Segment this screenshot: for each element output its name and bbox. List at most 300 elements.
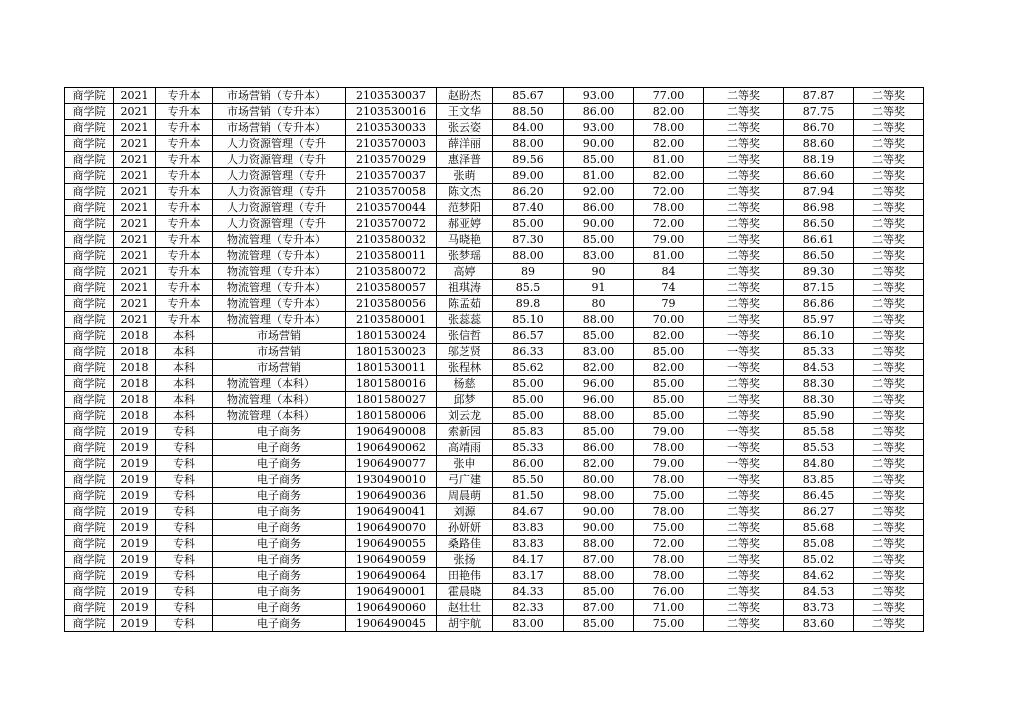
name-cell: 王文华 bbox=[437, 104, 493, 120]
total-score-cell: 85.02 bbox=[784, 552, 854, 568]
student-id-cell: 1906490070 bbox=[346, 520, 437, 536]
award-2-cell: 二等奖 bbox=[854, 280, 924, 296]
major-cell: 人力资源管理（专升 bbox=[213, 216, 346, 232]
total-score-cell: 84.62 bbox=[784, 568, 854, 584]
total-score-cell: 85.33 bbox=[784, 344, 854, 360]
year-cell: 2018 bbox=[114, 344, 156, 360]
year-cell: 2021 bbox=[114, 152, 156, 168]
student-id-cell: 1906490059 bbox=[346, 552, 437, 568]
total-score-cell: 86.86 bbox=[784, 296, 854, 312]
score-2-cell: 92.00 bbox=[564, 184, 634, 200]
level-cell: 本科 bbox=[156, 360, 213, 376]
year-cell: 2019 bbox=[114, 504, 156, 520]
level-cell: 专科 bbox=[156, 440, 213, 456]
total-score-cell: 88.30 bbox=[784, 392, 854, 408]
name-cell: 陈文杰 bbox=[437, 184, 493, 200]
year-cell: 2021 bbox=[114, 104, 156, 120]
score-2-cell: 85.00 bbox=[564, 616, 634, 632]
score-3-cell: 82.00 bbox=[634, 360, 704, 376]
year-cell: 2019 bbox=[114, 536, 156, 552]
total-score-cell: 86.98 bbox=[784, 200, 854, 216]
major-cell: 人力资源管理（专升 bbox=[213, 184, 346, 200]
table-row bbox=[65, 136, 924, 152]
table-row bbox=[65, 216, 924, 232]
award-table bbox=[64, 87, 924, 632]
year-cell: 2018 bbox=[114, 408, 156, 424]
award-2-cell: 二等奖 bbox=[854, 136, 924, 152]
name-cell: 祖琪涛 bbox=[437, 280, 493, 296]
score-1-cell: 83.83 bbox=[493, 520, 564, 536]
score-3-cell: 79.00 bbox=[634, 232, 704, 248]
award-1-cell: 一等奖 bbox=[704, 472, 784, 488]
score-1-cell: 88.00 bbox=[493, 136, 564, 152]
major-cell: 电子商务 bbox=[213, 424, 346, 440]
level-cell: 专科 bbox=[156, 520, 213, 536]
major-cell: 市场营销（专升本） bbox=[213, 120, 346, 136]
level-cell: 专升本 bbox=[156, 312, 213, 328]
total-score-cell: 87.15 bbox=[784, 280, 854, 296]
score-3-cell: 82.00 bbox=[634, 328, 704, 344]
college-cell: 商学院 bbox=[65, 200, 114, 216]
level-cell: 专科 bbox=[156, 568, 213, 584]
year-cell: 2021 bbox=[114, 120, 156, 136]
score-1-cell: 85.5 bbox=[493, 280, 564, 296]
score-2-cell: 85.00 bbox=[564, 424, 634, 440]
award-2-cell: 二等奖 bbox=[854, 232, 924, 248]
level-cell: 专升本 bbox=[156, 216, 213, 232]
score-3-cell: 78.00 bbox=[634, 200, 704, 216]
name-cell: 郝亚婷 bbox=[437, 216, 493, 232]
score-1-cell: 86.33 bbox=[493, 344, 564, 360]
student-id-cell: 1906490060 bbox=[346, 600, 437, 616]
total-score-cell: 86.10 bbox=[784, 328, 854, 344]
student-id-cell: 2103530033 bbox=[346, 120, 437, 136]
college-cell: 商学院 bbox=[65, 568, 114, 584]
year-cell: 2021 bbox=[114, 136, 156, 152]
student-id-cell: 2103580032 bbox=[346, 232, 437, 248]
college-cell: 商学院 bbox=[65, 264, 114, 280]
award-1-cell: 二等奖 bbox=[704, 216, 784, 232]
major-cell: 电子商务 bbox=[213, 568, 346, 584]
award-1-cell: 二等奖 bbox=[704, 488, 784, 504]
level-cell: 专升本 bbox=[156, 184, 213, 200]
college-cell: 商学院 bbox=[65, 472, 114, 488]
score-2-cell: 83.00 bbox=[564, 344, 634, 360]
student-id-cell: 2103580057 bbox=[346, 280, 437, 296]
total-score-cell: 84.80 bbox=[784, 456, 854, 472]
level-cell: 专科 bbox=[156, 472, 213, 488]
award-2-cell: 二等奖 bbox=[854, 376, 924, 392]
level-cell: 专科 bbox=[156, 600, 213, 616]
award-1-cell: 一等奖 bbox=[704, 360, 784, 376]
total-score-cell: 83.73 bbox=[784, 600, 854, 616]
name-cell: 周晨萌 bbox=[437, 488, 493, 504]
score-3-cell: 85.00 bbox=[634, 408, 704, 424]
score-1-cell: 86.57 bbox=[493, 328, 564, 344]
score-3-cell: 82.00 bbox=[634, 168, 704, 184]
table-row bbox=[65, 440, 924, 456]
award-1-cell: 二等奖 bbox=[704, 248, 784, 264]
score-3-cell: 81.00 bbox=[634, 248, 704, 264]
total-score-cell: 87.94 bbox=[784, 184, 854, 200]
score-2-cell: 96.00 bbox=[564, 376, 634, 392]
student-id-cell: 2103570029 bbox=[346, 152, 437, 168]
award-1-cell: 二等奖 bbox=[704, 232, 784, 248]
name-cell: 范梦阳 bbox=[437, 200, 493, 216]
score-3-cell: 70.00 bbox=[634, 312, 704, 328]
year-cell: 2019 bbox=[114, 472, 156, 488]
total-score-cell: 86.60 bbox=[784, 168, 854, 184]
score-1-cell: 85.50 bbox=[493, 472, 564, 488]
college-cell: 商学院 bbox=[65, 616, 114, 632]
name-cell: 张申 bbox=[437, 456, 493, 472]
college-cell: 商学院 bbox=[65, 296, 114, 312]
major-cell: 人力资源管理（专升 bbox=[213, 136, 346, 152]
student-id-cell: 1801530023 bbox=[346, 344, 437, 360]
major-cell: 电子商务 bbox=[213, 440, 346, 456]
award-1-cell: 一等奖 bbox=[704, 328, 784, 344]
year-cell: 2021 bbox=[114, 296, 156, 312]
major-cell: 人力资源管理（专升 bbox=[213, 152, 346, 168]
award-1-cell: 二等奖 bbox=[704, 264, 784, 280]
name-cell: 胡宇航 bbox=[437, 616, 493, 632]
college-cell: 商学院 bbox=[65, 520, 114, 536]
score-1-cell: 89.56 bbox=[493, 152, 564, 168]
score-3-cell: 85.00 bbox=[634, 392, 704, 408]
score-2-cell: 88.00 bbox=[564, 408, 634, 424]
score-1-cell: 85.00 bbox=[493, 376, 564, 392]
level-cell: 专科 bbox=[156, 552, 213, 568]
year-cell: 2019 bbox=[114, 456, 156, 472]
table-row bbox=[65, 552, 924, 568]
score-2-cell: 90.00 bbox=[564, 504, 634, 520]
score-2-cell: 88.00 bbox=[564, 312, 634, 328]
year-cell: 2021 bbox=[114, 216, 156, 232]
score-3-cell: 82.00 bbox=[634, 104, 704, 120]
score-2-cell: 82.00 bbox=[564, 456, 634, 472]
table-row bbox=[65, 248, 924, 264]
table-row bbox=[65, 504, 924, 520]
college-cell: 商学院 bbox=[65, 488, 114, 504]
year-cell: 2019 bbox=[114, 584, 156, 600]
table-row bbox=[65, 424, 924, 440]
score-1-cell: 84.33 bbox=[493, 584, 564, 600]
student-id-cell: 2103570072 bbox=[346, 216, 437, 232]
score-1-cell: 84.67 bbox=[493, 504, 564, 520]
score-1-cell: 84.00 bbox=[493, 120, 564, 136]
year-cell: 2021 bbox=[114, 200, 156, 216]
college-cell: 商学院 bbox=[65, 184, 114, 200]
score-1-cell: 83.00 bbox=[493, 616, 564, 632]
score-3-cell: 85.00 bbox=[634, 344, 704, 360]
college-cell: 商学院 bbox=[65, 408, 114, 424]
score-3-cell: 79 bbox=[634, 296, 704, 312]
college-cell: 商学院 bbox=[65, 584, 114, 600]
score-1-cell: 85.00 bbox=[493, 408, 564, 424]
major-cell: 电子商务 bbox=[213, 456, 346, 472]
level-cell: 本科 bbox=[156, 392, 213, 408]
student-id-cell: 2103580072 bbox=[346, 264, 437, 280]
score-3-cell: 72.00 bbox=[634, 536, 704, 552]
student-id-cell: 2103570058 bbox=[346, 184, 437, 200]
award-2-cell: 二等奖 bbox=[854, 424, 924, 440]
year-cell: 2019 bbox=[114, 552, 156, 568]
table-row bbox=[65, 376, 924, 392]
score-2-cell: 86.00 bbox=[564, 440, 634, 456]
student-id-cell: 1906490062 bbox=[346, 440, 437, 456]
level-cell: 专科 bbox=[156, 424, 213, 440]
award-2-cell: 二等奖 bbox=[854, 264, 924, 280]
level-cell: 专升本 bbox=[156, 120, 213, 136]
college-cell: 商学院 bbox=[65, 376, 114, 392]
score-2-cell: 88.00 bbox=[564, 536, 634, 552]
college-cell: 商学院 bbox=[65, 552, 114, 568]
college-cell: 商学院 bbox=[65, 88, 114, 104]
score-3-cell: 79.00 bbox=[634, 456, 704, 472]
total-score-cell: 86.50 bbox=[784, 216, 854, 232]
year-cell: 2019 bbox=[114, 616, 156, 632]
award-1-cell: 一等奖 bbox=[704, 344, 784, 360]
award-1-cell: 一等奖 bbox=[704, 456, 784, 472]
college-cell: 商学院 bbox=[65, 440, 114, 456]
award-2-cell: 二等奖 bbox=[854, 104, 924, 120]
major-cell: 物流管理（专升本） bbox=[213, 248, 346, 264]
award-1-cell: 二等奖 bbox=[704, 408, 784, 424]
table-row bbox=[65, 408, 924, 424]
year-cell: 2021 bbox=[114, 264, 156, 280]
award-2-cell: 二等奖 bbox=[854, 152, 924, 168]
name-cell: 陈孟茹 bbox=[437, 296, 493, 312]
award-2-cell: 二等奖 bbox=[854, 616, 924, 632]
student-id-cell: 1906490055 bbox=[346, 536, 437, 552]
student-id-cell: 1801580006 bbox=[346, 408, 437, 424]
college-cell: 商学院 bbox=[65, 120, 114, 136]
award-1-cell: 二等奖 bbox=[704, 120, 784, 136]
major-cell: 人力资源管理（专升 bbox=[213, 168, 346, 184]
award-1-cell: 二等奖 bbox=[704, 616, 784, 632]
score-2-cell: 85.00 bbox=[564, 232, 634, 248]
student-id-cell: 1906490064 bbox=[346, 568, 437, 584]
college-cell: 商学院 bbox=[65, 536, 114, 552]
total-score-cell: 86.70 bbox=[784, 120, 854, 136]
total-score-cell: 84.53 bbox=[784, 584, 854, 600]
level-cell: 专升本 bbox=[156, 168, 213, 184]
name-cell: 张信哲 bbox=[437, 328, 493, 344]
major-cell: 电子商务 bbox=[213, 520, 346, 536]
student-id-cell: 1906490041 bbox=[346, 504, 437, 520]
score-3-cell: 85.00 bbox=[634, 376, 704, 392]
total-score-cell: 86.50 bbox=[784, 248, 854, 264]
level-cell: 专升本 bbox=[156, 200, 213, 216]
year-cell: 2018 bbox=[114, 392, 156, 408]
award-1-cell: 二等奖 bbox=[704, 184, 784, 200]
college-cell: 商学院 bbox=[65, 104, 114, 120]
award-1-cell: 一等奖 bbox=[704, 424, 784, 440]
award-1-cell: 二等奖 bbox=[704, 392, 784, 408]
name-cell: 弓广建 bbox=[437, 472, 493, 488]
table-row bbox=[65, 568, 924, 584]
award-1-cell: 二等奖 bbox=[704, 552, 784, 568]
college-cell: 商学院 bbox=[65, 312, 114, 328]
college-cell: 商学院 bbox=[65, 136, 114, 152]
score-2-cell: 81.00 bbox=[564, 168, 634, 184]
award-2-cell: 二等奖 bbox=[854, 552, 924, 568]
award-1-cell: 二等奖 bbox=[704, 200, 784, 216]
major-cell: 物流管理（本科） bbox=[213, 408, 346, 424]
major-cell: 物流管理（专升本） bbox=[213, 296, 346, 312]
student-id-cell: 2103530037 bbox=[346, 88, 437, 104]
score-2-cell: 85.00 bbox=[564, 584, 634, 600]
award-1-cell: 二等奖 bbox=[704, 88, 784, 104]
award-2-cell: 二等奖 bbox=[854, 392, 924, 408]
major-cell: 物流管理（专升本） bbox=[213, 312, 346, 328]
score-1-cell: 85.83 bbox=[493, 424, 564, 440]
college-cell: 商学院 bbox=[65, 456, 114, 472]
score-2-cell: 85.00 bbox=[564, 328, 634, 344]
table-row bbox=[65, 152, 924, 168]
level-cell: 专升本 bbox=[156, 264, 213, 280]
college-cell: 商学院 bbox=[65, 344, 114, 360]
year-cell: 2019 bbox=[114, 488, 156, 504]
table-row bbox=[65, 328, 924, 344]
name-cell: 张梦瑶 bbox=[437, 248, 493, 264]
college-cell: 商学院 bbox=[65, 232, 114, 248]
score-1-cell: 81.50 bbox=[493, 488, 564, 504]
score-3-cell: 75.00 bbox=[634, 616, 704, 632]
level-cell: 专升本 bbox=[156, 104, 213, 120]
award-1-cell: 二等奖 bbox=[704, 136, 784, 152]
score-1-cell: 85.00 bbox=[493, 392, 564, 408]
name-cell: 高靖雨 bbox=[437, 440, 493, 456]
score-2-cell: 90.00 bbox=[564, 136, 634, 152]
student-id-cell: 1906490008 bbox=[346, 424, 437, 440]
score-2-cell: 80 bbox=[564, 296, 634, 312]
award-1-cell: 二等奖 bbox=[704, 568, 784, 584]
major-cell: 电子商务 bbox=[213, 488, 346, 504]
award-1-cell: 二等奖 bbox=[704, 168, 784, 184]
table-row bbox=[65, 472, 924, 488]
award-2-cell: 二等奖 bbox=[854, 520, 924, 536]
award-2-cell: 二等奖 bbox=[854, 344, 924, 360]
name-cell: 赵壮壮 bbox=[437, 600, 493, 616]
score-3-cell: 78.00 bbox=[634, 552, 704, 568]
level-cell: 本科 bbox=[156, 328, 213, 344]
major-cell: 电子商务 bbox=[213, 616, 346, 632]
year-cell: 2019 bbox=[114, 568, 156, 584]
score-3-cell: 75.00 bbox=[634, 520, 704, 536]
student-id-cell: 1801580027 bbox=[346, 392, 437, 408]
year-cell: 2021 bbox=[114, 168, 156, 184]
award-2-cell: 二等奖 bbox=[854, 248, 924, 264]
score-1-cell: 85.62 bbox=[493, 360, 564, 376]
award-2-cell: 二等奖 bbox=[854, 216, 924, 232]
name-cell: 惠泽普 bbox=[437, 152, 493, 168]
student-id-cell: 1801530024 bbox=[346, 328, 437, 344]
total-score-cell: 85.58 bbox=[784, 424, 854, 440]
award-2-cell: 二等奖 bbox=[854, 88, 924, 104]
score-1-cell: 86.00 bbox=[493, 456, 564, 472]
student-id-cell: 2103580011 bbox=[346, 248, 437, 264]
name-cell: 刘源 bbox=[437, 504, 493, 520]
major-cell: 电子商务 bbox=[213, 536, 346, 552]
table-row bbox=[65, 488, 924, 504]
year-cell: 2021 bbox=[114, 88, 156, 104]
year-cell: 2021 bbox=[114, 248, 156, 264]
college-cell: 商学院 bbox=[65, 600, 114, 616]
year-cell: 2021 bbox=[114, 312, 156, 328]
award-1-cell: 二等奖 bbox=[704, 280, 784, 296]
year-cell: 2018 bbox=[114, 376, 156, 392]
major-cell: 电子商务 bbox=[213, 584, 346, 600]
award-2-cell: 二等奖 bbox=[854, 120, 924, 136]
total-score-cell: 84.53 bbox=[784, 360, 854, 376]
score-3-cell: 79.00 bbox=[634, 424, 704, 440]
award-2-cell: 二等奖 bbox=[854, 312, 924, 328]
score-2-cell: 87.00 bbox=[564, 552, 634, 568]
level-cell: 专科 bbox=[156, 456, 213, 472]
score-1-cell: 85.00 bbox=[493, 216, 564, 232]
year-cell: 2019 bbox=[114, 440, 156, 456]
table-row bbox=[65, 520, 924, 536]
college-cell: 商学院 bbox=[65, 392, 114, 408]
year-cell: 2018 bbox=[114, 360, 156, 376]
major-cell: 市场营销（专升本） bbox=[213, 88, 346, 104]
award-1-cell: 一等奖 bbox=[704, 440, 784, 456]
major-cell: 电子商务 bbox=[213, 472, 346, 488]
award-2-cell: 二等奖 bbox=[854, 200, 924, 216]
level-cell: 专升本 bbox=[156, 296, 213, 312]
score-1-cell: 83.17 bbox=[493, 568, 564, 584]
total-score-cell: 85.97 bbox=[784, 312, 854, 328]
score-2-cell: 90.00 bbox=[564, 520, 634, 536]
score-1-cell: 83.83 bbox=[493, 536, 564, 552]
total-score-cell: 88.60 bbox=[784, 136, 854, 152]
year-cell: 2021 bbox=[114, 184, 156, 200]
table-row bbox=[65, 456, 924, 472]
score-3-cell: 71.00 bbox=[634, 600, 704, 616]
major-cell: 物流管理（本科） bbox=[213, 392, 346, 408]
score-3-cell: 78.00 bbox=[634, 120, 704, 136]
table-row bbox=[65, 88, 924, 104]
total-score-cell: 86.27 bbox=[784, 504, 854, 520]
level-cell: 专升本 bbox=[156, 232, 213, 248]
table-row bbox=[65, 360, 924, 376]
level-cell: 本科 bbox=[156, 344, 213, 360]
college-cell: 商学院 bbox=[65, 328, 114, 344]
student-id-cell: 1801530011 bbox=[346, 360, 437, 376]
name-cell: 索新园 bbox=[437, 424, 493, 440]
table-row bbox=[65, 184, 924, 200]
score-3-cell: 72.00 bbox=[634, 216, 704, 232]
score-2-cell: 87.00 bbox=[564, 600, 634, 616]
college-cell: 商学院 bbox=[65, 248, 114, 264]
award-1-cell: 二等奖 bbox=[704, 312, 784, 328]
major-cell: 市场营销 bbox=[213, 328, 346, 344]
score-2-cell: 93.00 bbox=[564, 120, 634, 136]
year-cell: 2019 bbox=[114, 520, 156, 536]
award-2-cell: 二等奖 bbox=[854, 584, 924, 600]
score-2-cell: 90 bbox=[564, 264, 634, 280]
name-cell: 杨慈 bbox=[437, 376, 493, 392]
award-2-cell: 二等奖 bbox=[854, 184, 924, 200]
level-cell: 专科 bbox=[156, 584, 213, 600]
level-cell: 专升本 bbox=[156, 88, 213, 104]
level-cell: 专科 bbox=[156, 536, 213, 552]
total-score-cell: 85.08 bbox=[784, 536, 854, 552]
award-1-cell: 二等奖 bbox=[704, 600, 784, 616]
total-score-cell: 88.30 bbox=[784, 376, 854, 392]
level-cell: 专升本 bbox=[156, 152, 213, 168]
